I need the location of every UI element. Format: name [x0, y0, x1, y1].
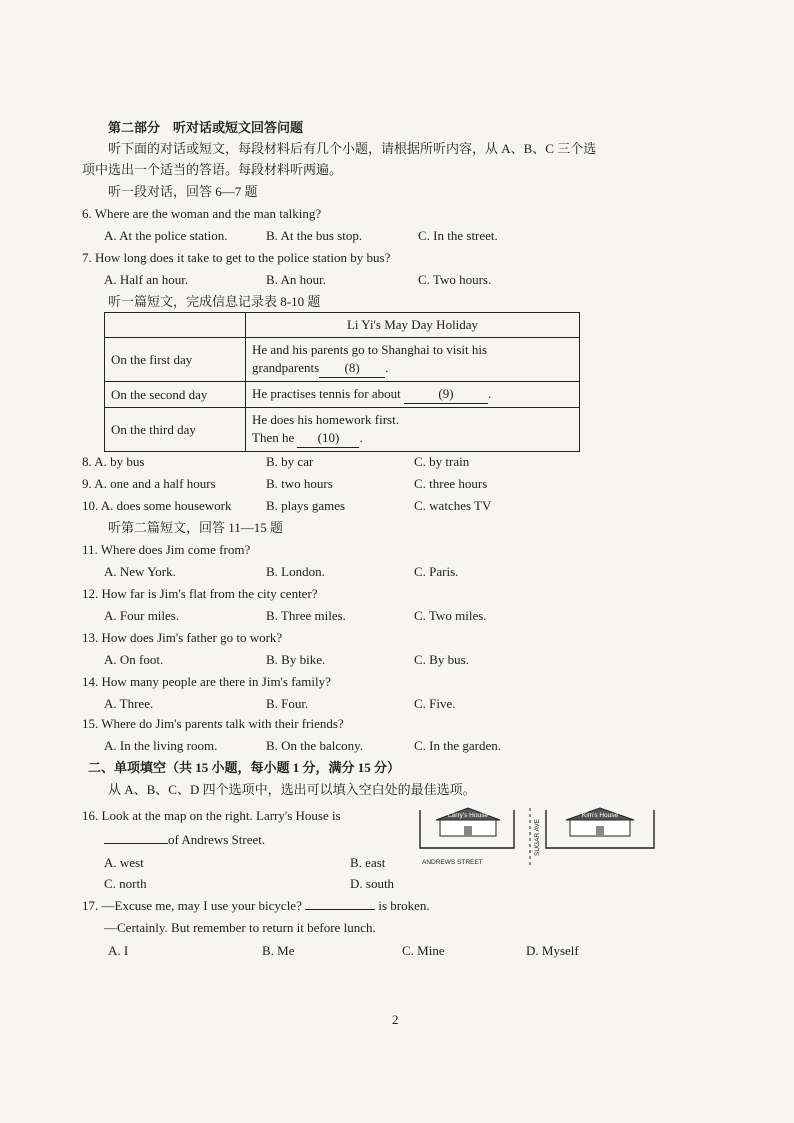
- q10-option-a[interactable]: 10. A. does some housework: [82, 498, 232, 513]
- q15-option-c[interactable]: C. In the garden.: [414, 738, 502, 753]
- q15-option-b[interactable]: B. On the balcony.: [266, 738, 363, 753]
- q16-option-b[interactable]: B. east: [350, 855, 386, 870]
- q16-option-c[interactable]: C. north: [104, 876, 147, 891]
- q6-option-c[interactable]: C. In the street.: [418, 228, 498, 243]
- blank-9[interactable]: (9): [404, 385, 488, 404]
- street-map-drawing: [418, 806, 658, 872]
- q7-option-b[interactable]: B. An hour.: [266, 272, 326, 287]
- q9-option-b[interactable]: B. two hours: [266, 476, 333, 491]
- question-12-stem: 12. How far is Jim's flat from the city center?: [82, 586, 318, 601]
- q14-option-b[interactable]: B. Four.: [266, 696, 309, 711]
- section-heading-part2: 第二部分 听对话或短文回答问题: [108, 120, 304, 135]
- question-16-stem-line2: [104, 832, 265, 848]
- question-17-stem: [82, 898, 430, 914]
- q15-option-a[interactable]: A. In the living room.: [104, 738, 218, 753]
- q6-option-b[interactable]: B. At the bus stop.: [266, 228, 363, 243]
- question-14-stem: 14. How many people are there in Jim's family?: [82, 674, 331, 689]
- q16-option-a[interactable]: A. west: [104, 855, 144, 870]
- q16-option-d[interactable]: D. south: [350, 876, 395, 891]
- map-label-andrews-street: ANDREWS STREET: [422, 859, 483, 866]
- row2-text: He practises tennis for about: [252, 386, 401, 401]
- row3-text-b-line: Then he (10) .: [252, 429, 573, 448]
- q11-option-c[interactable]: C. Paris.: [414, 564, 459, 579]
- row1-text-b-line: grandparents (8) .: [252, 359, 573, 378]
- map-label-sugar-ave: SUGAR AVE: [534, 818, 541, 856]
- q8-option-a[interactable]: 8. A. by bus: [82, 454, 145, 469]
- q13-option-a[interactable]: A. On foot.: [104, 652, 164, 667]
- q11-option-b[interactable]: B. London.: [266, 564, 325, 579]
- q7-option-a[interactable]: A. Half an hour.: [104, 272, 189, 287]
- question-7-stem: 7. How long does it take to get to the police station by bus?: [82, 250, 391, 265]
- q12-option-b[interactable]: B. Three miles.: [266, 608, 346, 623]
- q10-option-c[interactable]: C. watches TV: [414, 498, 492, 513]
- passage2-heading: 听第二篇短文，回答 11—15 题: [108, 520, 284, 535]
- passage1-heading: 听一篇短文，完成信息记录表 8-10 题: [108, 294, 321, 309]
- row3-content: [246, 408, 580, 452]
- table-title: Li Yi's May Day Holiday: [246, 313, 580, 338]
- question-11-stem: 11. Where does Jim come from?: [82, 542, 251, 557]
- single-choice-instructions: 从 A、B、C、D 四个选项中，选出可以填入空白处的最佳选项。: [108, 782, 476, 797]
- row1-content: [246, 338, 580, 382]
- q12-option-a[interactable]: A. Four miles.: [104, 608, 180, 623]
- instructions-line2: 项中选出一个适当的答语。每段材料听两遍。: [82, 162, 343, 177]
- q11-option-a[interactable]: A. New York.: [104, 564, 176, 579]
- q17-option-d[interactable]: D. Myself: [526, 943, 579, 958]
- row1-text-a: He and his parents go to Shanghai to visit his: [252, 342, 488, 357]
- q13-option-c[interactable]: C. By bus.: [414, 652, 469, 667]
- question-6-stem: 6. Where are the woman and the man talking?: [82, 206, 322, 221]
- row1-text-b: grandparents: [252, 360, 320, 375]
- blank-10[interactable]: (10): [297, 429, 359, 448]
- row2-label: On the second day: [105, 382, 246, 408]
- question-16-stem: 16. Look at the map on the right. Larry's House is: [82, 808, 341, 823]
- q8-option-b[interactable]: B. by car: [266, 454, 314, 469]
- q17-option-a[interactable]: A. I: [108, 943, 129, 958]
- blank-16[interactable]: [104, 843, 168, 844]
- row3-label: On the third day: [105, 408, 246, 452]
- question-15-stem: 15. Where do Jim's parents talk with their friends?: [82, 716, 344, 731]
- row1-label: On the first day: [105, 338, 246, 382]
- q8-option-c[interactable]: C. by train: [414, 454, 470, 469]
- row2-content: He practises tennis for about (9) .: [246, 382, 580, 408]
- instructions-line1: 听下面的对话或短文，每段材料后有几个小题，请根据所听内容，从 A、B、C 三个选: [108, 141, 597, 156]
- page-number: 2: [392, 1012, 399, 1027]
- q7-option-c[interactable]: C. Two hours.: [418, 272, 492, 287]
- question-17-response: —Certainly. But remember to return it before lunch.: [104, 920, 376, 935]
- q9-option-a[interactable]: 9. A. one and a half hours: [82, 476, 216, 491]
- blank-8[interactable]: (8): [319, 359, 385, 378]
- blank-17[interactable]: [305, 909, 375, 910]
- row3-text-a: He does his homework first.: [252, 412, 399, 427]
- info-record-table: [104, 312, 580, 452]
- question-17-stem-tail: is broken.: [378, 898, 430, 913]
- question-16-stem-tail: of Andrews Street.: [168, 832, 266, 847]
- dialog-heading: 听一段对话，回答 6—7 题: [108, 184, 258, 199]
- question-13-stem: 13. How does Jim's father go to work?: [82, 630, 283, 645]
- q14-option-a[interactable]: A. Three.: [104, 696, 154, 711]
- map-label-larry: Larry's House: [448, 812, 488, 819]
- q10-option-b[interactable]: B. plays games: [266, 498, 346, 513]
- section-heading-single-choice: 二、单项填空（共 15 小题，每小题 1 分，满分 15 分）: [88, 760, 401, 775]
- q14-option-c[interactable]: C. Five.: [414, 696, 456, 711]
- q6-option-a[interactable]: A. At the police station.: [104, 228, 228, 243]
- q13-option-b[interactable]: B. By bike.: [266, 652, 326, 667]
- q9-option-c[interactable]: C. three hours: [414, 476, 488, 491]
- q12-option-c[interactable]: C. Two miles.: [414, 608, 487, 623]
- table-corner-cell: [105, 313, 246, 338]
- street-map: [418, 806, 658, 872]
- row3-text-b: Then he: [252, 430, 295, 445]
- map-label-kim: Kim's House: [581, 812, 619, 819]
- question-17-stem-head: 17. —Excuse me, may I use your bicycle?: [82, 898, 302, 913]
- q17-option-c[interactable]: C. Mine: [402, 943, 445, 958]
- q17-option-b[interactable]: B. Me: [262, 943, 295, 958]
